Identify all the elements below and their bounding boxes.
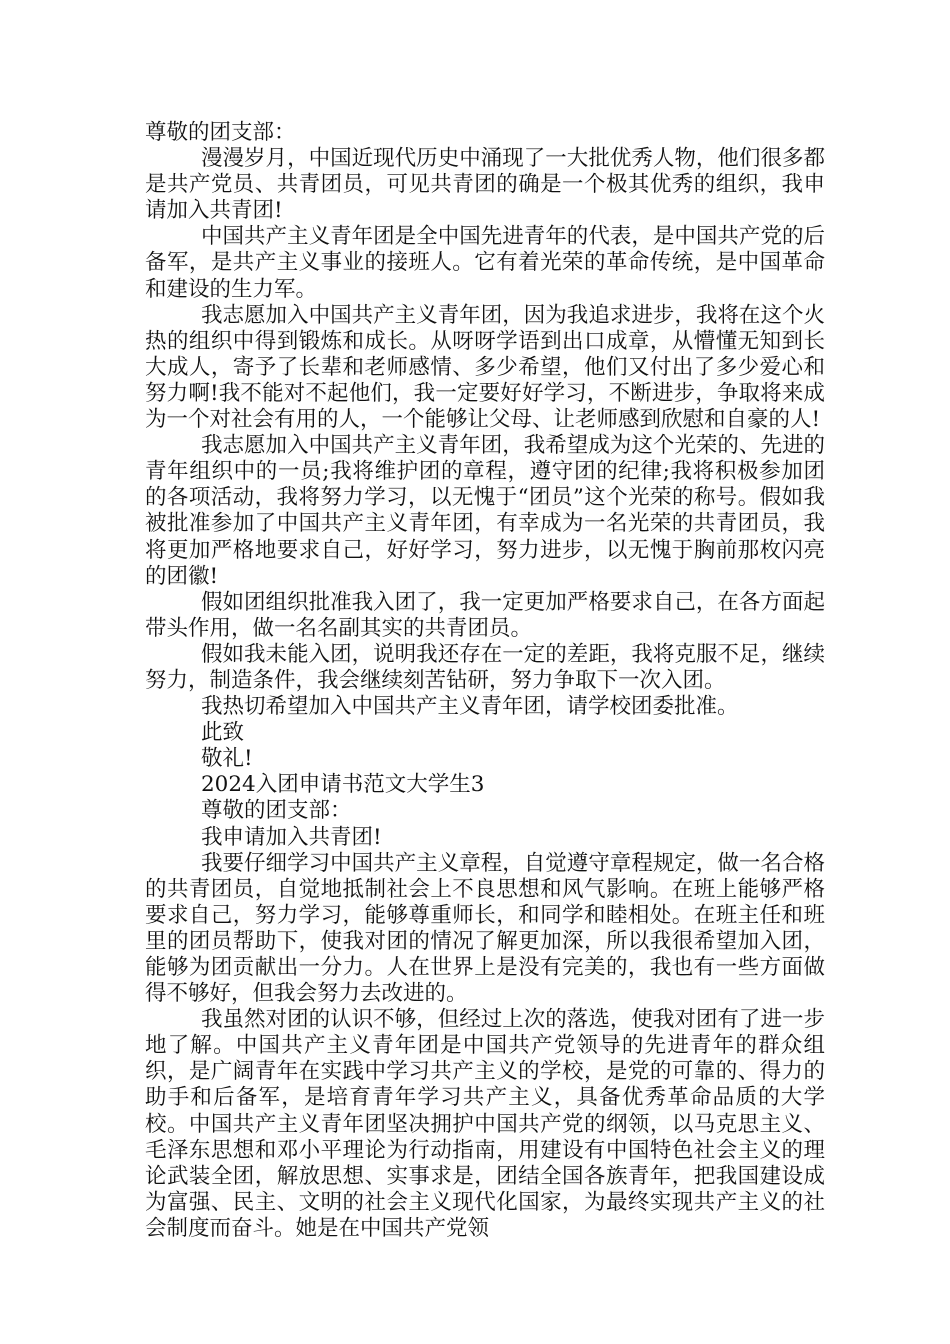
paragraph: 我热切希望加入中国共产主义青年团，请学校团委批准。 — [201, 694, 739, 720]
paragraph: 漫漫岁月，中国近现代历史中涌现了一大批优秀人物，他们很多都是共产党员、共青团员，可见共青团的确是一个极其优秀的组织，我申请加入共青团! — [145, 146, 825, 224]
paragraph: 我申请加入共青团! — [201, 824, 382, 850]
document-body — [145, 120, 825, 1242]
paragraph: 假如我未能入团，说明我还存在一定的差距，我将克服不足，继续努力，制造条件，我会继续刻苦钻研，努力争取下一次入团。 — [145, 641, 825, 693]
salutation: 尊敬的团支部： — [201, 798, 352, 824]
paragraph: 我志愿加入中国共产主义青年团，因为我追求进步，我将在这个火热的组织中得到锻炼和成长。从呀呀学语到出口成章，从懵懂无知到长大成人，寄予了长辈和老师感情、多少希望，他们又付出了多少爱心和努力啊!我不能对不起他们，我一定要好好学习，不断进步，争取将来成为一个对社会有用的人，一个能够让父母、让老师感到欣慰和自豪的人! — [145, 302, 825, 433]
paragraph: 中国共产主义青年团是全中国先进青年的代表，是中国共产党的后备军，是共产主义事业的接班人。它有着光荣的革命传统，是中国革命和建设的生力军。 — [145, 224, 825, 302]
paragraph: 我虽然对团的认识不够，但经过上次的落选，使我对团有了进一步地了解。中国共产主义青年团是中国共产党领导的先进青年的群众组织，是广阔青年在实践中学习共产主义的学校，是党的可靠的、得力的助手和后备军，是培育青年学习共产主义，具备优秀革命品质的大学校。中国共产主义青年团坚决拥护中国共产党的纲领，以马克思主义、毛泽东思想和邓小平理论为行动指南，用建设有中国特色社会主义的理论武装全团，解放思想、实事求是，团结全国各族青年，把我国建设成为富强、民主、文明的社会主义现代化国家，为最终实现共产主义的社会制度而奋斗。她是在中国共产党领 — [145, 1007, 825, 1241]
closing-line: 此致 — [201, 720, 245, 746]
paragraph: 假如团组织批准我入团了，我一定更加严格要求自己，在各方面起带头作用，做一名名副其实的共青团员。 — [145, 589, 825, 641]
closing-line: 敬礼! — [201, 746, 253, 772]
paragraph: 我志愿加入中国共产主义青年团，我希望成为这个光荣的、先进的青年组织中的一员;我将维护团的章程，遵守团的纪律;我将积极参加团的各项活动，我将努力学习，以无愧于“团员”这个光荣的称号。假如我被批准参加了中国共产主义青年团，有幸成为一名光荣的共青团员，我将更加严格地要求自己，好好学习，努力进步，以无愧于胸前那枚闪亮的团徽! — [145, 433, 825, 589]
paragraph: 我要仔细学习中国共产主义章程，自觉遵守章程规定，做一名合格的共青团员，自觉地抵制社会上不良思想和风气影响。在班上能够严格要求自己，努力学习，能够尊重师长，和同学和睦相处。在班主任和班里的团员帮助下，使我对团的情况了解更加深，所以我很希望加入团，能够为团贡献出一分力。人在世界上是没有完美的，我也有一些方面做得不够好，但我会努力去改进的。 — [145, 850, 825, 1007]
salutation: 尊敬的团支部： — [145, 120, 296, 145]
section-heading: 2024入团申请书范文大学生3 — [201, 772, 485, 798]
